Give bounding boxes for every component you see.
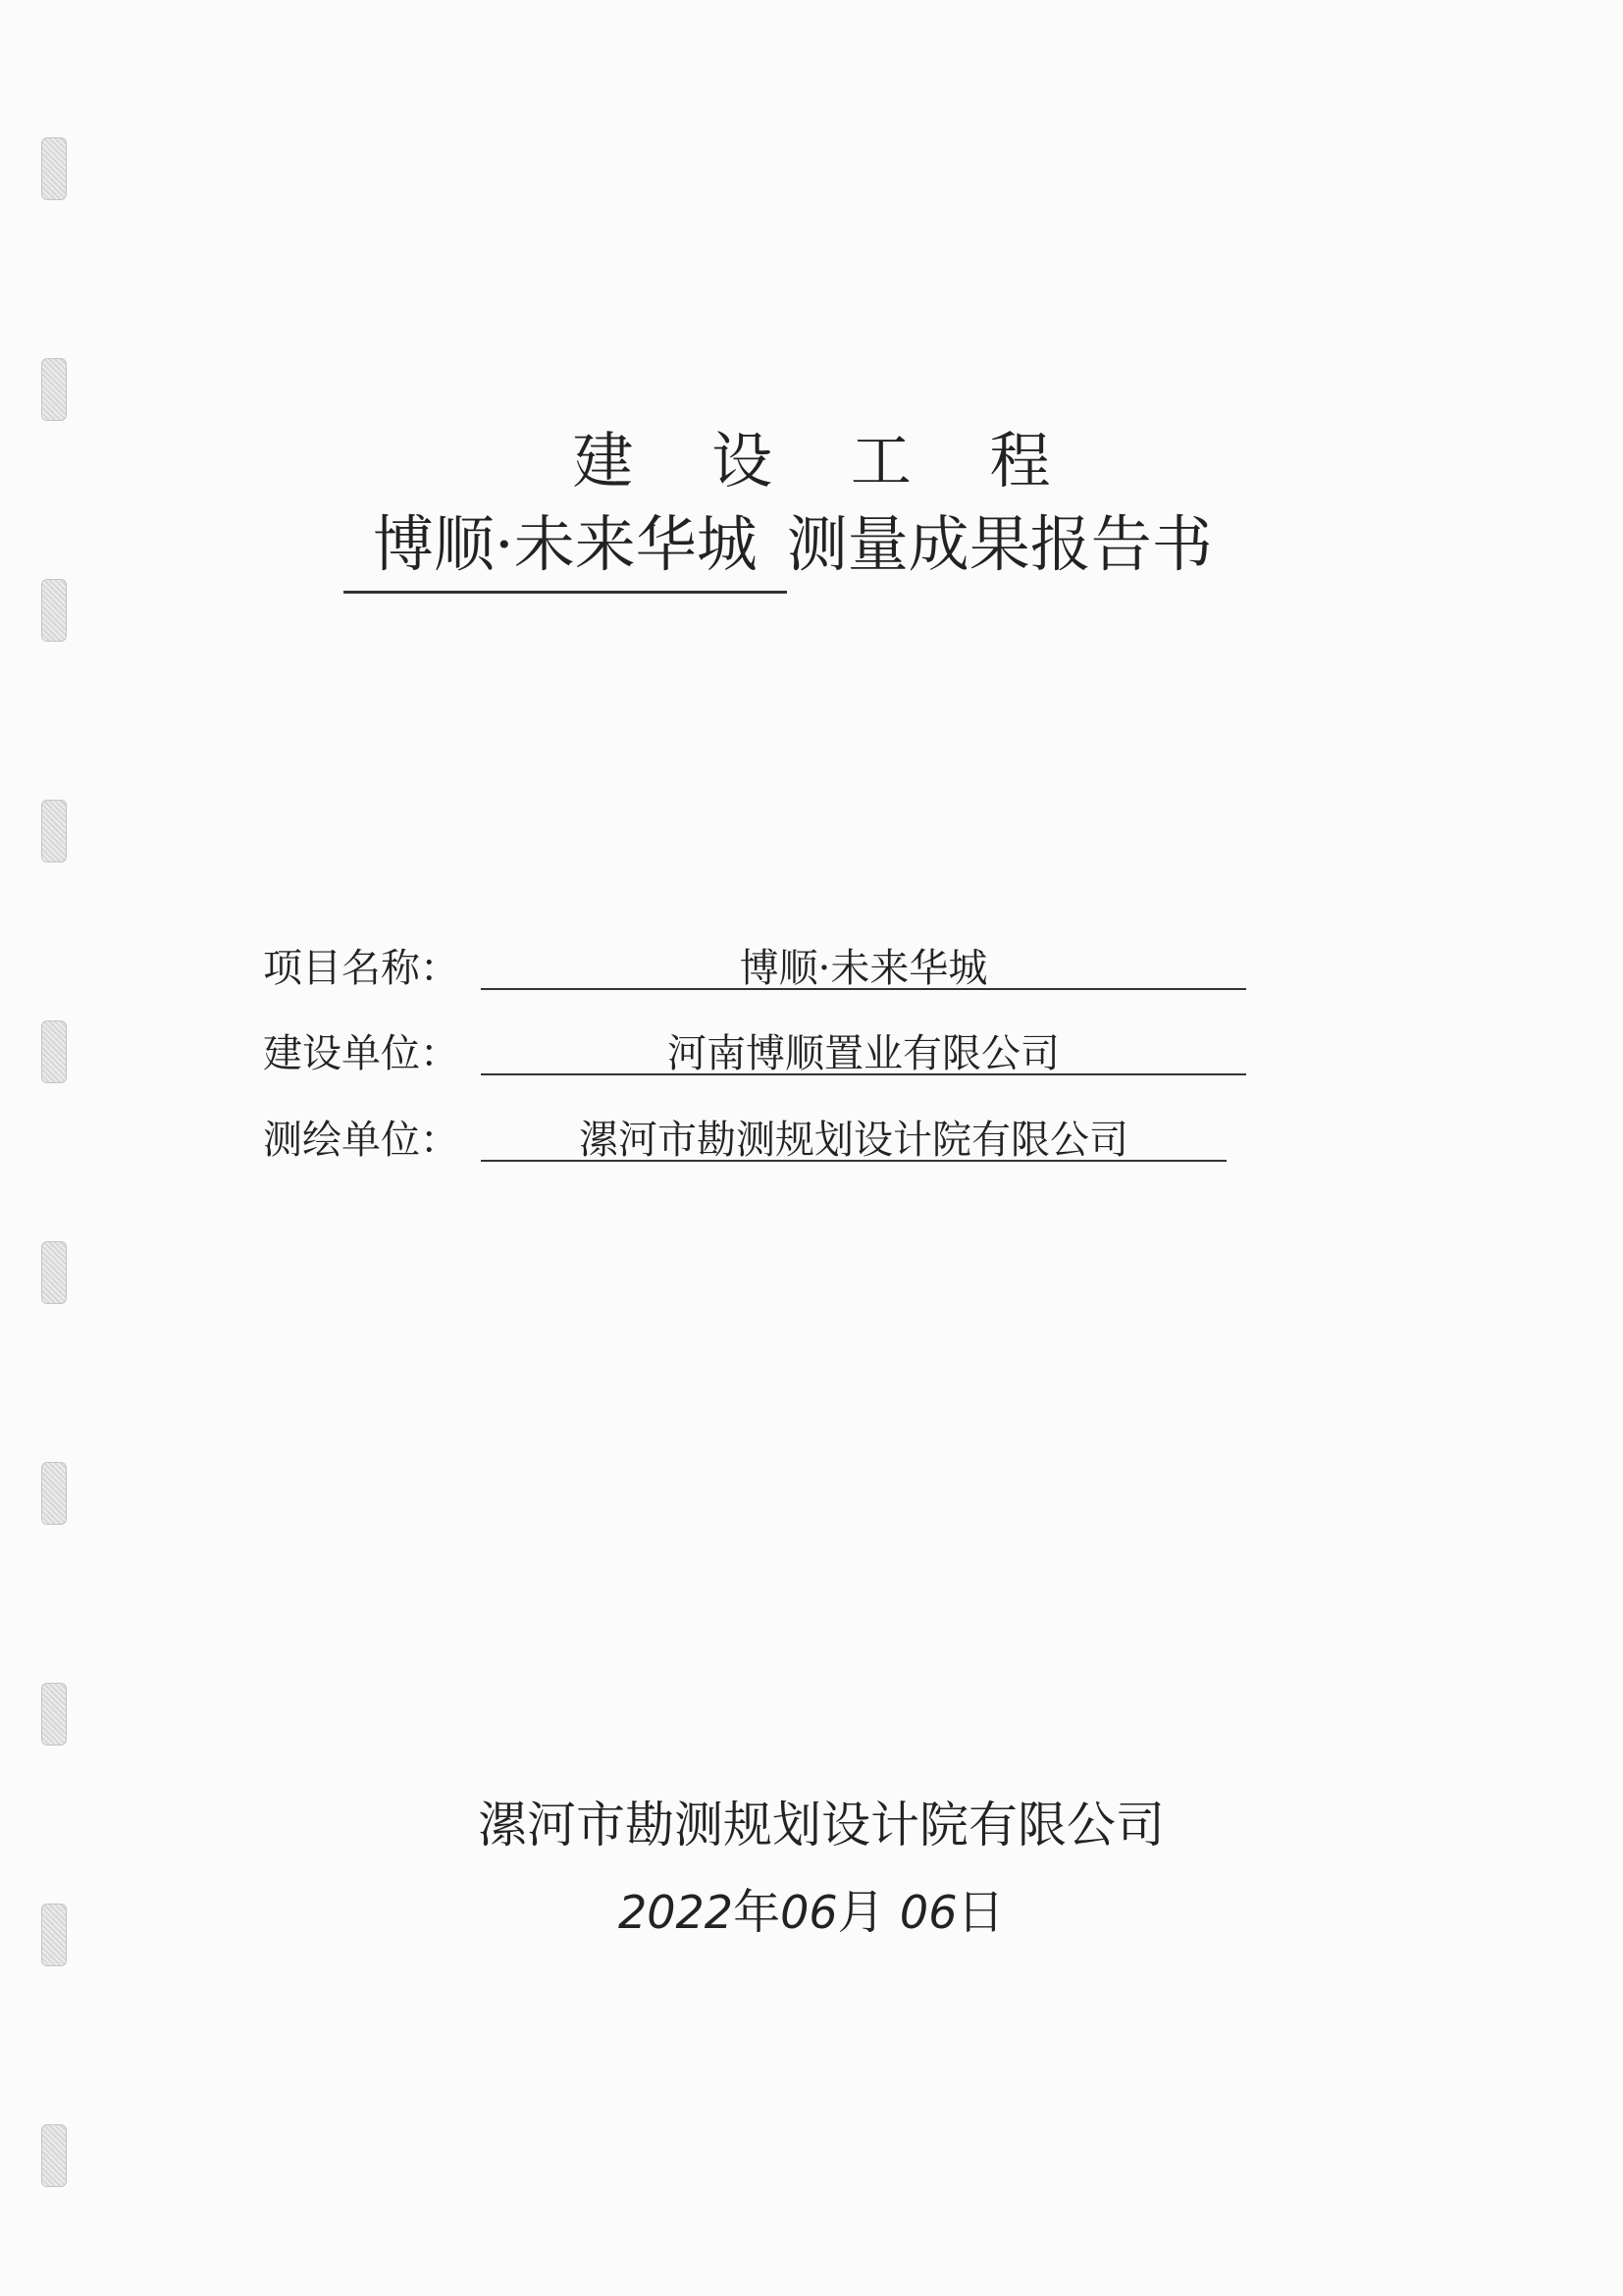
project-name-value: 博顺·未来华城 xyxy=(481,937,1246,990)
title-project-name: 博顺·未来华城 xyxy=(343,496,787,594)
surveyor-label: 测绘单位： xyxy=(263,1118,459,1163)
report-date xyxy=(618,1874,1004,1942)
date-year: 2022 xyxy=(618,1886,734,1939)
binding-hole xyxy=(41,1241,67,1304)
date-month: 06 xyxy=(780,1886,838,1939)
date-day: 06 xyxy=(899,1886,958,1939)
developer-value: 河南博顺置业有限公司 xyxy=(481,1022,1246,1075)
date-month-unit: 月 xyxy=(837,1885,885,1940)
binding-hole xyxy=(41,1904,67,1966)
report-main-title xyxy=(343,496,1213,584)
title-suffix: 测量成果报告书 xyxy=(786,508,1213,580)
binding-hole xyxy=(41,137,67,200)
binding-hole xyxy=(41,800,67,862)
developer-label: 建设单位： xyxy=(263,1031,459,1076)
surveyor-value: 漯河市勘测规划设计院有限公司 xyxy=(481,1109,1227,1162)
binding-hole xyxy=(41,1683,67,1746)
date-year-unit: 年 xyxy=(733,1885,781,1940)
report-category-title: 建 设 工 程 xyxy=(572,425,1080,496)
binding-hole xyxy=(41,579,67,642)
binding-hole xyxy=(41,2124,67,2187)
footer-organization: 漯河市勘测规划设计院有限公司 xyxy=(478,1797,1165,1853)
binding-hole xyxy=(41,1020,67,1083)
binding-hole xyxy=(41,1462,67,1525)
project-name-label: 项目名称： xyxy=(263,946,459,991)
date-day-unit: 日 xyxy=(957,1885,1005,1940)
